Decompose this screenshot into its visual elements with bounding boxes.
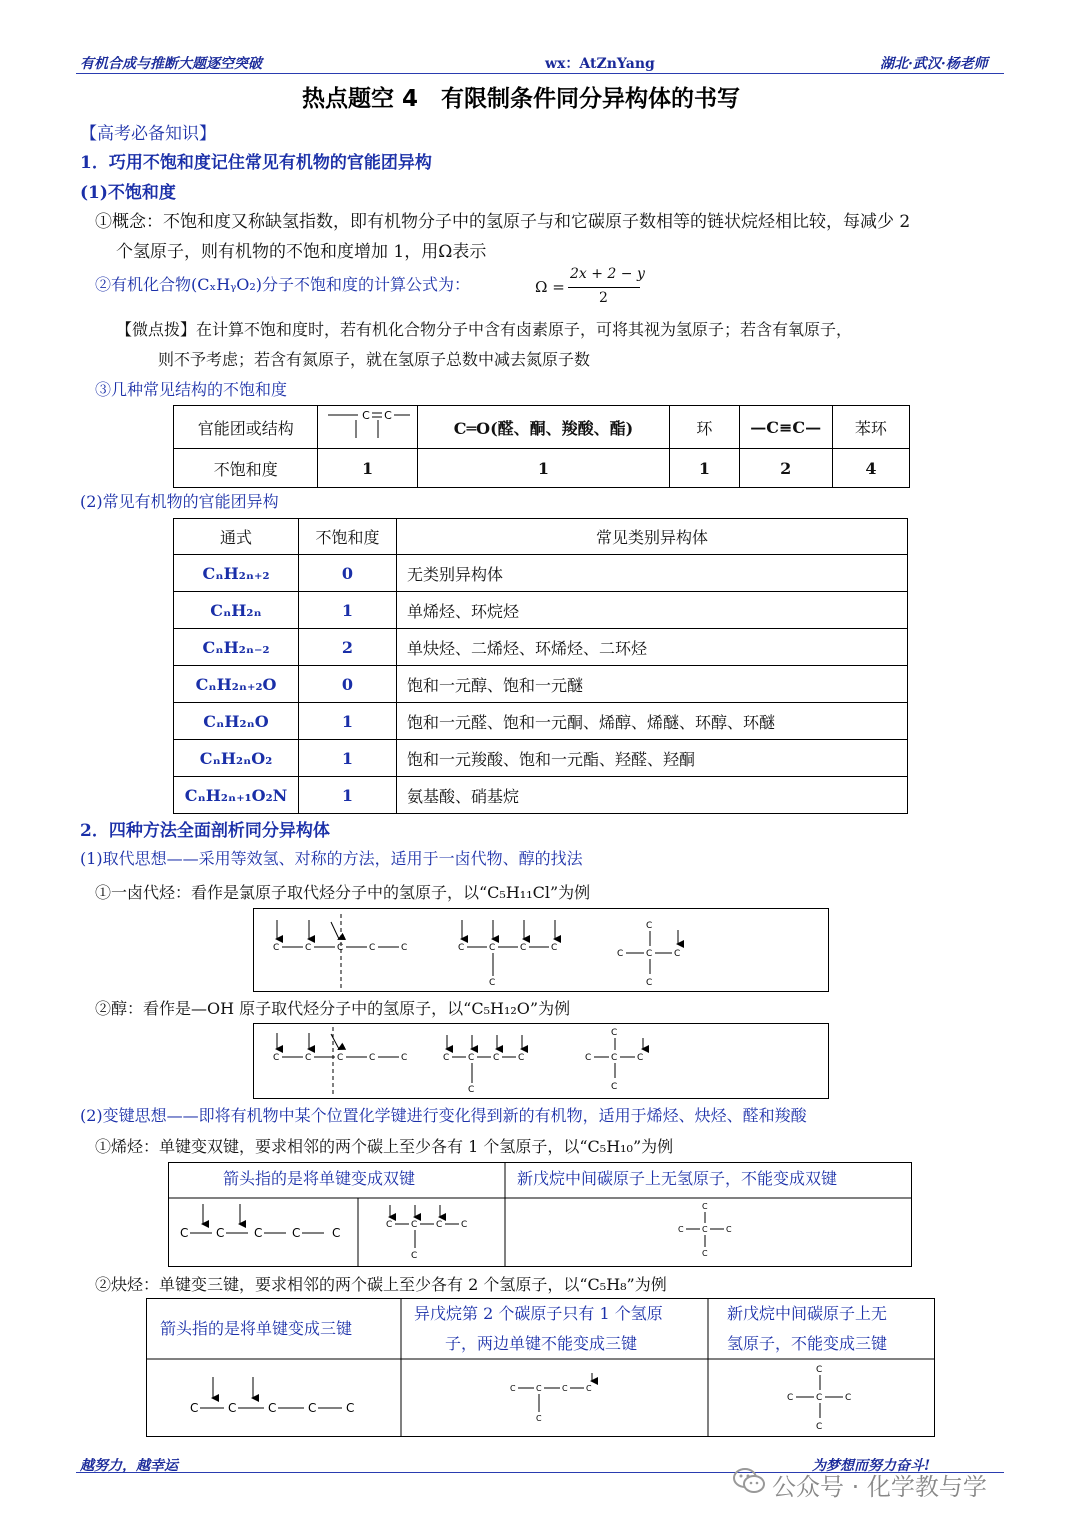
svg-text:C: C	[216, 1226, 225, 1240]
t1-val: 1	[417, 449, 670, 488]
svg-text:C: C	[536, 1414, 542, 1423]
svg-text:C: C	[305, 1053, 312, 1063]
formula-lhs: Ω =	[535, 278, 565, 296]
t2-dou: 2	[299, 629, 397, 666]
alkyne-header-2b: 子，两边单键不能变成三键	[445, 1334, 638, 1353]
t2-formula: CₙH₂ₙO	[174, 703, 299, 740]
t2-formula: CₙH₂ₙ₊₂	[174, 555, 299, 592]
svg-text:C: C	[332, 1226, 341, 1240]
svg-text:C: C	[273, 943, 280, 953]
tip-line2: 则不予考虑；若含有氮原子，就在氢原子总数中减去氮原子数	[158, 350, 591, 369]
t1-ring: 环	[670, 406, 739, 449]
s1-sub2: (2)常见有机物的官能团异构	[80, 492, 279, 511]
svg-text:C: C	[468, 1053, 475, 1063]
svg-text:C: C	[386, 1220, 393, 1230]
t1-val: 2	[739, 449, 832, 488]
svg-text:C: C	[520, 943, 527, 953]
t1-val: 1	[318, 449, 417, 488]
svg-text:C: C	[845, 1393, 852, 1403]
t2-iso: 无类别异构体	[397, 555, 908, 592]
svg-text:C: C	[518, 1053, 525, 1063]
t2-formula: CₙH₂ₙ₋₂	[174, 629, 299, 666]
table-row	[174, 629, 908, 666]
s2-item1: ①一卤代烃：看作是氯原子取代烃分子中的氢原子，以“C₅H₁₁Cl”为例	[95, 883, 591, 902]
t2-iso: 单烯烃、环烷烃	[397, 592, 908, 629]
alcohol-structures	[253, 1023, 829, 1099]
svg-text:C: C	[646, 978, 653, 988]
page-title: 热点题空 4 有限制条件同分异构体的书写	[302, 86, 741, 112]
header-right: 湖北·武汉·杨老师	[880, 56, 988, 72]
svg-text:C: C	[401, 943, 408, 953]
svg-text:C: C	[458, 943, 465, 953]
s1-sub1: (1)不饱和度	[80, 183, 176, 203]
svg-text:C: C	[273, 1053, 280, 1063]
table-row	[174, 592, 908, 629]
s2-item2: ②醇：看作是—OH 原子取代烃分子中的氢原子，以“C₅H₁₂O”为例	[95, 999, 571, 1018]
formula-denominator: 2	[599, 290, 608, 306]
alkyne-header-2a: 异戊烷第 2 个碳原子只有 1 个氢原	[414, 1304, 663, 1323]
svg-text:C: C	[436, 1220, 443, 1230]
t2-dou: 1	[299, 777, 397, 814]
header-rule	[76, 73, 1004, 74]
t2-dou: 0	[299, 666, 397, 703]
alkyne-header-3b: 氢原子，不能变成三键	[727, 1334, 888, 1353]
alkyne-heading: ②炔烃：单键变三键，要求相邻的两个碳上至少各有 2 个氢原子，以“C₅H₈”为例	[95, 1275, 667, 1294]
t2-formula: CₙH₂ₙ₊₁O₂N	[174, 777, 299, 814]
svg-text:C: C	[369, 1053, 376, 1063]
svg-text:C: C	[411, 1251, 418, 1261]
t2-iso: 氨基酸、硝基烷	[397, 777, 908, 814]
t2-iso: 饱和一元醛、饱和一元酮、烯醇、烯醚、环醇、环醚	[397, 703, 908, 740]
svg-text:C: C	[337, 1053, 344, 1063]
formula-numerator: 2x + 2 − y	[570, 266, 645, 282]
footer-right: 为梦想而努力奋斗!	[812, 1458, 931, 1474]
t2-dou: 0	[299, 555, 397, 592]
t2-header: 常见类别异构体	[397, 519, 908, 555]
s1-heading: 1．巧用不饱和度记住常见有机物的官能团异构	[80, 153, 432, 173]
unsaturation-table	[173, 405, 910, 488]
t1-co: C═O(醛、酮、羧酸、酯)	[417, 406, 670, 449]
t1-header-label: 官能团或结构	[174, 406, 318, 449]
alkene-header-1: 箭头指的是将单键变成双键	[223, 1169, 416, 1188]
svg-text:C: C	[646, 949, 653, 959]
svg-text:C: C	[468, 1085, 475, 1095]
watermark: 公众号 · 化学教与学	[772, 1473, 987, 1501]
svg-text:C: C	[489, 978, 496, 988]
svg-text:C: C	[816, 1365, 823, 1375]
footer-left: 越努力，越幸运	[80, 1458, 178, 1474]
svg-text:C: C	[646, 921, 653, 931]
svg-text:C: C	[816, 1422, 823, 1432]
svg-text:C: C	[510, 1384, 516, 1393]
t1-val: 4	[832, 449, 909, 488]
alkyne-header-1: 箭头指的是将单键变成三键	[160, 1319, 353, 1338]
alkene-heading: ①烯烃：单键变双键，要求相邻的两个碳上至少各有 1 个氢原子，以“C₅H₁₀”为例	[95, 1137, 674, 1156]
svg-text:C: C	[617, 949, 624, 959]
s2-heading: 2．四种方法全面剖析同分异构体	[80, 821, 330, 841]
t1-benzene: 苯环	[832, 406, 909, 449]
t2-header: 通式	[174, 519, 299, 555]
wechat-icon	[732, 1467, 766, 1499]
t2-iso: 单炔烃、二烯烃、环烯烃、二环烃	[397, 629, 908, 666]
isomer-table	[173, 518, 908, 814]
t2-formula: CₙH₂ₙ₊₂O	[174, 666, 299, 703]
svg-text:C: C	[308, 1401, 317, 1415]
t2-dou: 1	[299, 740, 397, 777]
svg-text:C: C	[678, 1225, 684, 1234]
svg-text:C: C	[674, 949, 681, 959]
section-tag: 【高考必备知识】	[80, 124, 216, 144]
header-left: 有机合成与推断大题逐空突破	[80, 56, 262, 72]
tip-line1: 【微点拨】在计算不饱和度时，若有机化合物分子中含有卤素原子，可将其视为氢原子；若含有氧原子，	[116, 320, 853, 339]
svg-text:C: C	[611, 1082, 618, 1092]
svg-text:C: C	[346, 1401, 355, 1415]
svg-text:C: C	[611, 1028, 618, 1038]
svg-text:C: C	[493, 1053, 500, 1063]
t1-triple: —C≡C—	[739, 406, 832, 449]
alkyne-header-3a: 新戊烷中间碳原子上无	[727, 1304, 888, 1323]
svg-text:C: C	[702, 1249, 708, 1258]
svg-text:C: C	[536, 1384, 542, 1393]
t2-formula: CₙH₂ₙ	[174, 592, 299, 629]
t1-row2-label: 不饱和度	[174, 449, 318, 488]
table-row	[174, 666, 908, 703]
svg-text:C: C	[702, 1202, 708, 1211]
table-row	[174, 777, 908, 814]
t2-iso: 饱和一元羧酸、饱和一元酯、羟醛、羟酮	[397, 740, 908, 777]
svg-text:C: C	[401, 1053, 408, 1063]
svg-text:C: C	[562, 1384, 568, 1393]
t1-val: 1	[670, 449, 739, 488]
svg-text:C: C	[383, 409, 392, 422]
svg-text:C: C	[489, 943, 496, 953]
header-center: wx：AtZnYang	[545, 56, 655, 72]
table-row	[174, 740, 908, 777]
svg-text:C: C	[361, 409, 370, 422]
s2-sub2: (2)变键思想——即将有机物中某个位置化学键进行变化得到新的有机物，适用于烯烃、炔烃、醛和羧酸	[80, 1106, 807, 1125]
svg-text:C: C	[816, 1393, 823, 1403]
svg-text:C: C	[702, 1225, 708, 1234]
table-row	[174, 703, 908, 740]
svg-text:C: C	[292, 1226, 301, 1240]
t2-dou: 1	[299, 703, 397, 740]
svg-text:C: C	[180, 1226, 189, 1240]
svg-text:C: C	[254, 1226, 263, 1240]
t1-cc-double	[318, 406, 417, 449]
t2-formula: CₙH₂ₙO₂	[174, 740, 299, 777]
formula-label: ②有机化合物(CₓHᵧO₂)分子不饱和度的计算公式为：	[95, 275, 471, 294]
svg-text:C: C	[551, 943, 558, 953]
svg-text:C: C	[726, 1225, 732, 1234]
concept-line1: ①概念：不饱和度又称缺氢指数，即有机物分子中的氢原子与和它碳原子数相等的链状烷烃相比较，每减少 2	[95, 212, 911, 232]
svg-text:C: C	[411, 1220, 418, 1230]
svg-text:C: C	[611, 1053, 618, 1063]
s1-sub3: ③几种常见结构的不饱和度	[95, 380, 288, 399]
svg-text:C: C	[337, 943, 344, 953]
svg-text:C: C	[228, 1401, 237, 1415]
svg-text:C: C	[268, 1401, 277, 1415]
svg-text:C: C	[369, 943, 376, 953]
chloride-structures	[253, 908, 829, 992]
svg-text:C: C	[637, 1053, 644, 1063]
svg-text:C: C	[585, 1053, 592, 1063]
svg-text:C: C	[443, 1053, 450, 1063]
s2-sub1: (1)取代思想——采用等效氢、对称的方法，适用于一卤代物、醇的找法	[80, 849, 583, 868]
t2-iso: 饱和一元醇、饱和一元醚	[397, 666, 908, 703]
svg-text:C: C	[787, 1393, 794, 1403]
svg-text:C: C	[305, 943, 312, 953]
t2-header: 不饱和度	[299, 519, 397, 555]
svg-text:C: C	[586, 1384, 592, 1393]
svg-text:C: C	[190, 1401, 199, 1415]
alkene-header-2: 新戊烷中间碳原子上无氢原子，不能变成双键	[517, 1169, 838, 1188]
svg-text:C: C	[461, 1220, 468, 1230]
concept-line2: 个氢原子，则有机物的不饱和度增加 1，用Ω表示	[116, 242, 487, 262]
t2-dou: 1	[299, 592, 397, 629]
cc-double-structure	[320, 406, 416, 444]
table-row	[174, 555, 908, 592]
fraction-bar	[568, 287, 640, 288]
